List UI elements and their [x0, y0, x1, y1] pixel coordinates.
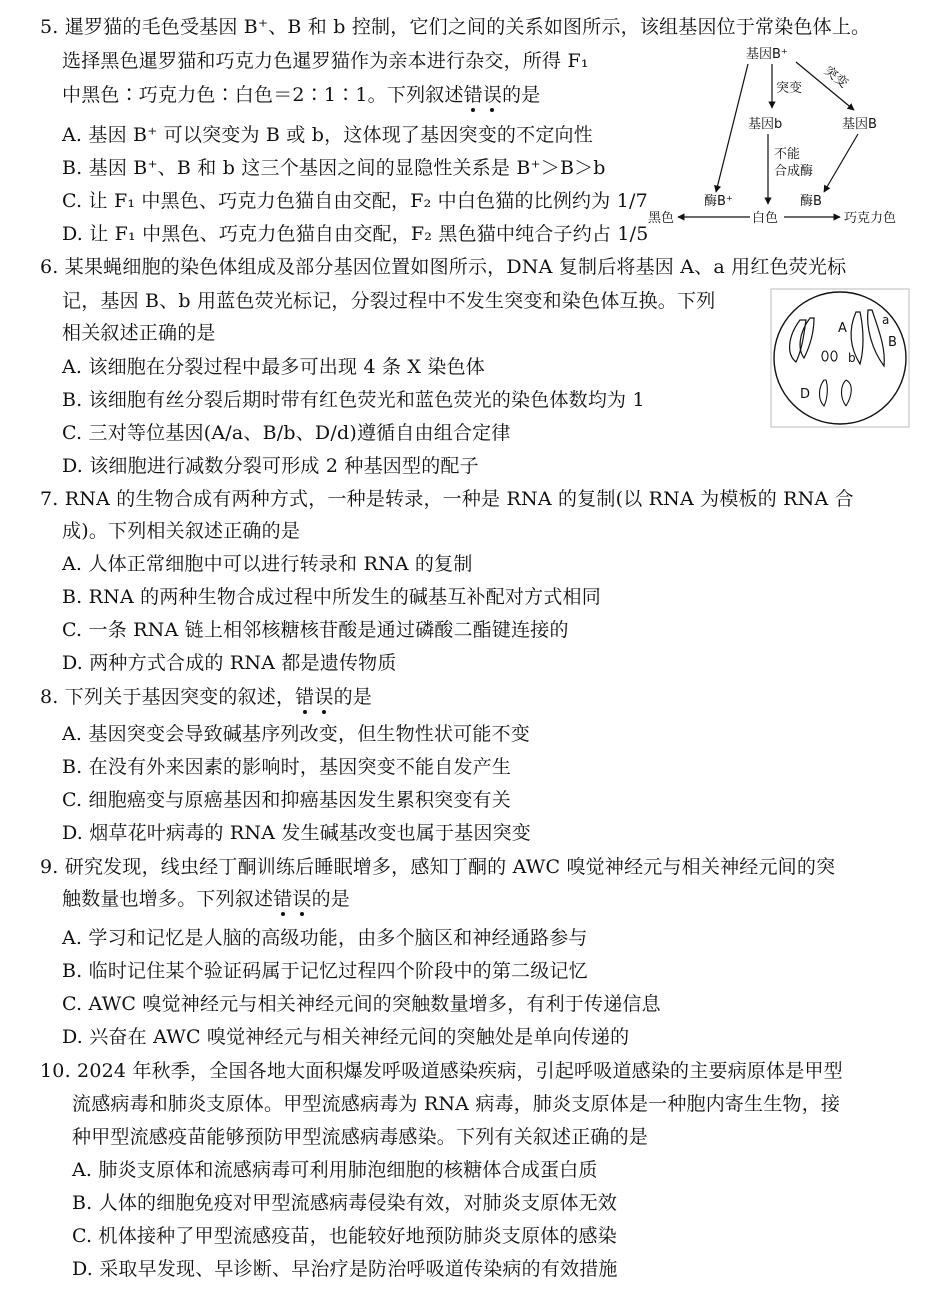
q10-option-b: B. 人体的细胞免疫对甲型流感病毒侵染有效，对肺炎支原体无效: [72, 1192, 618, 1214]
q7-stem-line2: 成)。下列相关叙述正确的是: [62, 520, 301, 542]
q5-option-d: D. 让 F₁ 中黑色、巧克力色猫自由交配，F₂ 黑色猫中纯合子约占 1/5: [62, 223, 649, 245]
q9-option-a: A. 学习和记忆是人脑的高级功能，由多个脑区和神经通路参与: [62, 927, 588, 949]
white-color-label: 白色: [752, 211, 779, 226]
q5-stem-line2: 选择黑色暹罗猫和巧克力色暹罗猫作为亲本进行杂交，所得 F₁: [62, 50, 589, 72]
q10-stem-line3: 种甲型流感疫苗能够预防甲型流感病毒感染。下列有关叙述正确的是: [72, 1126, 649, 1148]
q5-emphasis-char1: 错: [463, 84, 483, 106]
q6-cell-chromosome-diagram: [770, 288, 910, 428]
q7-option-a: A. 人体正常细胞中可以进行转录和 RNA 的复制: [62, 553, 473, 575]
mutation-label-right: 突变: [820, 63, 851, 92]
q6-option-b: B. 该细胞有丝分裂后期时带有红色荧光和蓝色荧光的染色体数均为 1: [62, 389, 645, 411]
q9-stem-line2-b: 的是: [311, 888, 351, 910]
q8-emphasis-char2: 误: [314, 686, 334, 708]
q5-option-a: A. 基因 B⁺ 可以突变为 B 或 b，这体现了基因突变的不定向性: [62, 124, 593, 146]
gene-a-label: a: [882, 313, 890, 327]
q8-stem: [40, 684, 372, 710]
q10-option-d: D. 采取早发现、早诊断、早治疗是防治呼吸道传染病的有效措施: [72, 1258, 618, 1280]
q8-option-b: B. 在没有外来因素的影响时，基因突变不能自发产生: [62, 756, 512, 778]
q10-option-a: A. 肺炎支原体和流感病毒可利用肺泡细胞的核糖体合成蛋白质: [72, 1159, 598, 1181]
q7-option-d: D. 两种方式合成的 RNA 都是遗传物质: [62, 652, 397, 674]
q5-stem-line1: 5. 暹罗猫的毛色受基因 B⁺、B 和 b 控制，它们之间的关系如图所示，该组基因位于常染色体上。: [40, 16, 871, 38]
gene-A-label: A: [838, 321, 847, 336]
q5-stem-line3-b: 的是: [502, 84, 541, 106]
q9-stem-line2: [62, 886, 350, 912]
arrow-b-big-to-enzyme: [824, 134, 858, 192]
q10-option-c: C. 机体接种了甲型流感疫苗，也能较好地预防肺炎支原体的感染: [72, 1225, 617, 1247]
q5-option-c: C. 让 F₁ 中黑色、巧克力色猫自由交配，F₂ 中白色猫的比例约为 1/7: [62, 190, 648, 212]
q8-option-d: D. 烟草花叶病毒的 RNA 发生碱基改变也属于基因突变: [62, 822, 531, 844]
q9-emphasis-char1: 错: [273, 888, 293, 910]
q6-stem-line3: 相关叙述正确的是: [62, 322, 216, 344]
q10-stem-line2: 流感病毒和肺炎支原体。甲型流感病毒为 RNA 病毒，肺炎支原体是一种胞内寄生生物，接: [72, 1093, 841, 1115]
mutation-label-left: 突变: [776, 81, 803, 96]
enzyme-b-label: 酶B: [800, 194, 822, 209]
gene-bplus-label: 基因B⁺: [746, 47, 788, 62]
q9-option-d: D. 兴奋在 AWC 嗅觉神经元与相关神经元间的突触处是单向传递的: [62, 1026, 630, 1048]
q6-stem-line2: 记，基因 B、b 用蓝色荧光标记，分裂过程中不发生突变和染色体互换。下列: [62, 290, 716, 312]
arrow-bplus-to-enzyme: [716, 64, 748, 192]
q8-option-a: A. 基因突变会导致碱基序列改变，但生物性状可能不变: [62, 723, 531, 745]
gene-b-small-label: 基因b: [748, 117, 783, 132]
q8-emphasis-char1: 错: [295, 686, 315, 708]
enzyme-bplus-label: 酶B⁺: [704, 194, 733, 209]
q9-option-c: C. AWC 嗅觉神经元与相关神经元间的突触数量增多，有利于传递信息: [62, 993, 661, 1015]
q6-stem-line1: 6. 某果蝇细胞的染色体组成及部分基因位置如图所示，DNA 复制后将基因 A、a 用红色荧光标: [40, 256, 847, 278]
q6-option-c: C. 三对等位基因(A/a、B/b、D/d)遵循自由组合定律: [62, 422, 511, 444]
q8-option-c: C. 细胞癌变与原癌基因和抑癌基因发生累积突变有关: [62, 789, 511, 811]
q5-option-b: B. 基因 B⁺、B 和 b 这三个基因之间的显隐性关系是 B⁺＞B＞b: [62, 157, 606, 179]
cannot-label-line1: 不能: [774, 147, 801, 162]
gene-b-label: b: [848, 351, 856, 365]
q5-gene-pathway-diagram: [646, 42, 916, 228]
chocolate-color-label: 巧克力色: [844, 211, 897, 226]
q7-stem-line1: 7. RNA 的生物合成有两种方式，一种是转录，一种是 RNA 的复制(以 RNA 为模板的 RNA 合: [40, 488, 854, 510]
gene-b-big-label: 基因B: [842, 117, 877, 132]
cannot-label-line2: 合成酶: [774, 164, 814, 179]
q9-stem-line2-a: 触数量也增多。下列叙述: [62, 888, 274, 910]
gene-B-label: B: [888, 335, 897, 350]
q9-option-b: B. 临时记住某个验证码属于记忆过程四个阶段中的第二级记忆: [62, 960, 588, 982]
q7-option-c: C. 一条 RNA 链上相邻核糖核苷酸是通过磷酸二酯键连接的: [62, 619, 569, 641]
q8-stem-b: 的是: [333, 686, 372, 708]
q5-emphasis-char2: 误: [482, 84, 503, 106]
q5-stem-line3-a: 中黑色∶巧克力色∶白色＝2∶1∶1。下列叙述: [62, 84, 464, 106]
black-color-label: 黑色: [648, 211, 675, 226]
q5-stem-line3: [62, 82, 540, 108]
q10-stem-line1: 10. 2024 年秋季，全国各地大面积爆发呼吸道感染疾病，引起呼吸道感染的主要病原体是甲型: [40, 1060, 843, 1082]
q9-stem-line1: 9. 研究发现，线虫经丁酮训练后睡眠增多，感知丁酮的 AWC 嗅觉神经元与相关神经元间的突: [40, 856, 836, 878]
q8-stem-a: 8. 下列关于基因突变的叙述，: [40, 686, 296, 708]
q6-option-d: D. 该细胞进行减数分裂可形成 2 种基因型的配子: [62, 455, 479, 477]
q7-option-b: B. RNA 的两种生物合成过程中所发生的碱基互补配对方式相同: [62, 586, 601, 608]
gene-D-label: D: [800, 387, 811, 402]
q9-emphasis-char2: 误: [292, 888, 312, 910]
q6-option-a: A. 该细胞在分裂过程中最多可出现 4 条 X 染色体: [62, 356, 485, 378]
